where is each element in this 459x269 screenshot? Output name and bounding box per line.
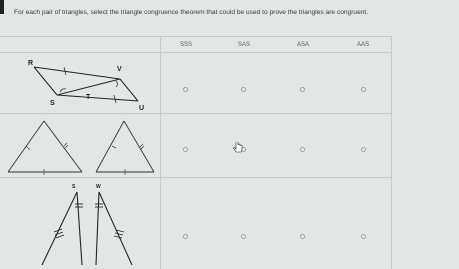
svg-text:·: · xyxy=(42,116,44,121)
svg-text:·: · xyxy=(122,116,124,121)
vertex-label-s: S xyxy=(50,100,55,107)
row2-aas-radio[interactable] xyxy=(361,147,366,152)
vertex-label-r: R xyxy=(28,60,34,67)
figure-1-triangles xyxy=(20,55,155,112)
question-prompt: For each pair of triangles, select the triangle congruence theorem that could be used to prove the triangles are congruent. xyxy=(14,9,369,16)
row1-aas-radio[interactable] xyxy=(361,87,366,92)
figure-2-triangles xyxy=(4,116,159,176)
hand-pointer-icon xyxy=(233,142,243,154)
row3-asa-radio[interactable] xyxy=(300,234,305,239)
vertex-label-v: V xyxy=(117,66,122,73)
vertex-label-s2: S xyxy=(72,184,76,190)
vertex-label-u: U xyxy=(139,105,145,112)
column-header-sas: SAS xyxy=(237,42,250,48)
vertex-label-t: T xyxy=(86,94,91,101)
column-header-asa: ASA xyxy=(296,42,309,48)
row3-sas-radio[interactable] xyxy=(241,234,246,239)
row1-sas-radio[interactable] xyxy=(241,87,246,92)
row3-sss-radio[interactable] xyxy=(183,234,188,239)
row3-aas-radio[interactable] xyxy=(361,234,366,239)
row2-asa-radio[interactable] xyxy=(300,147,305,152)
row1-asa-radio[interactable] xyxy=(300,87,305,92)
column-header-sss: SSS xyxy=(179,42,192,48)
question-marker xyxy=(0,0,4,14)
vertex-label-w: W xyxy=(96,184,101,190)
row1-sss-radio[interactable] xyxy=(183,87,188,92)
figure-3-triangles xyxy=(20,180,160,269)
row2-sss-radio[interactable] xyxy=(183,147,188,152)
column-header-aas: AAS xyxy=(356,42,369,48)
